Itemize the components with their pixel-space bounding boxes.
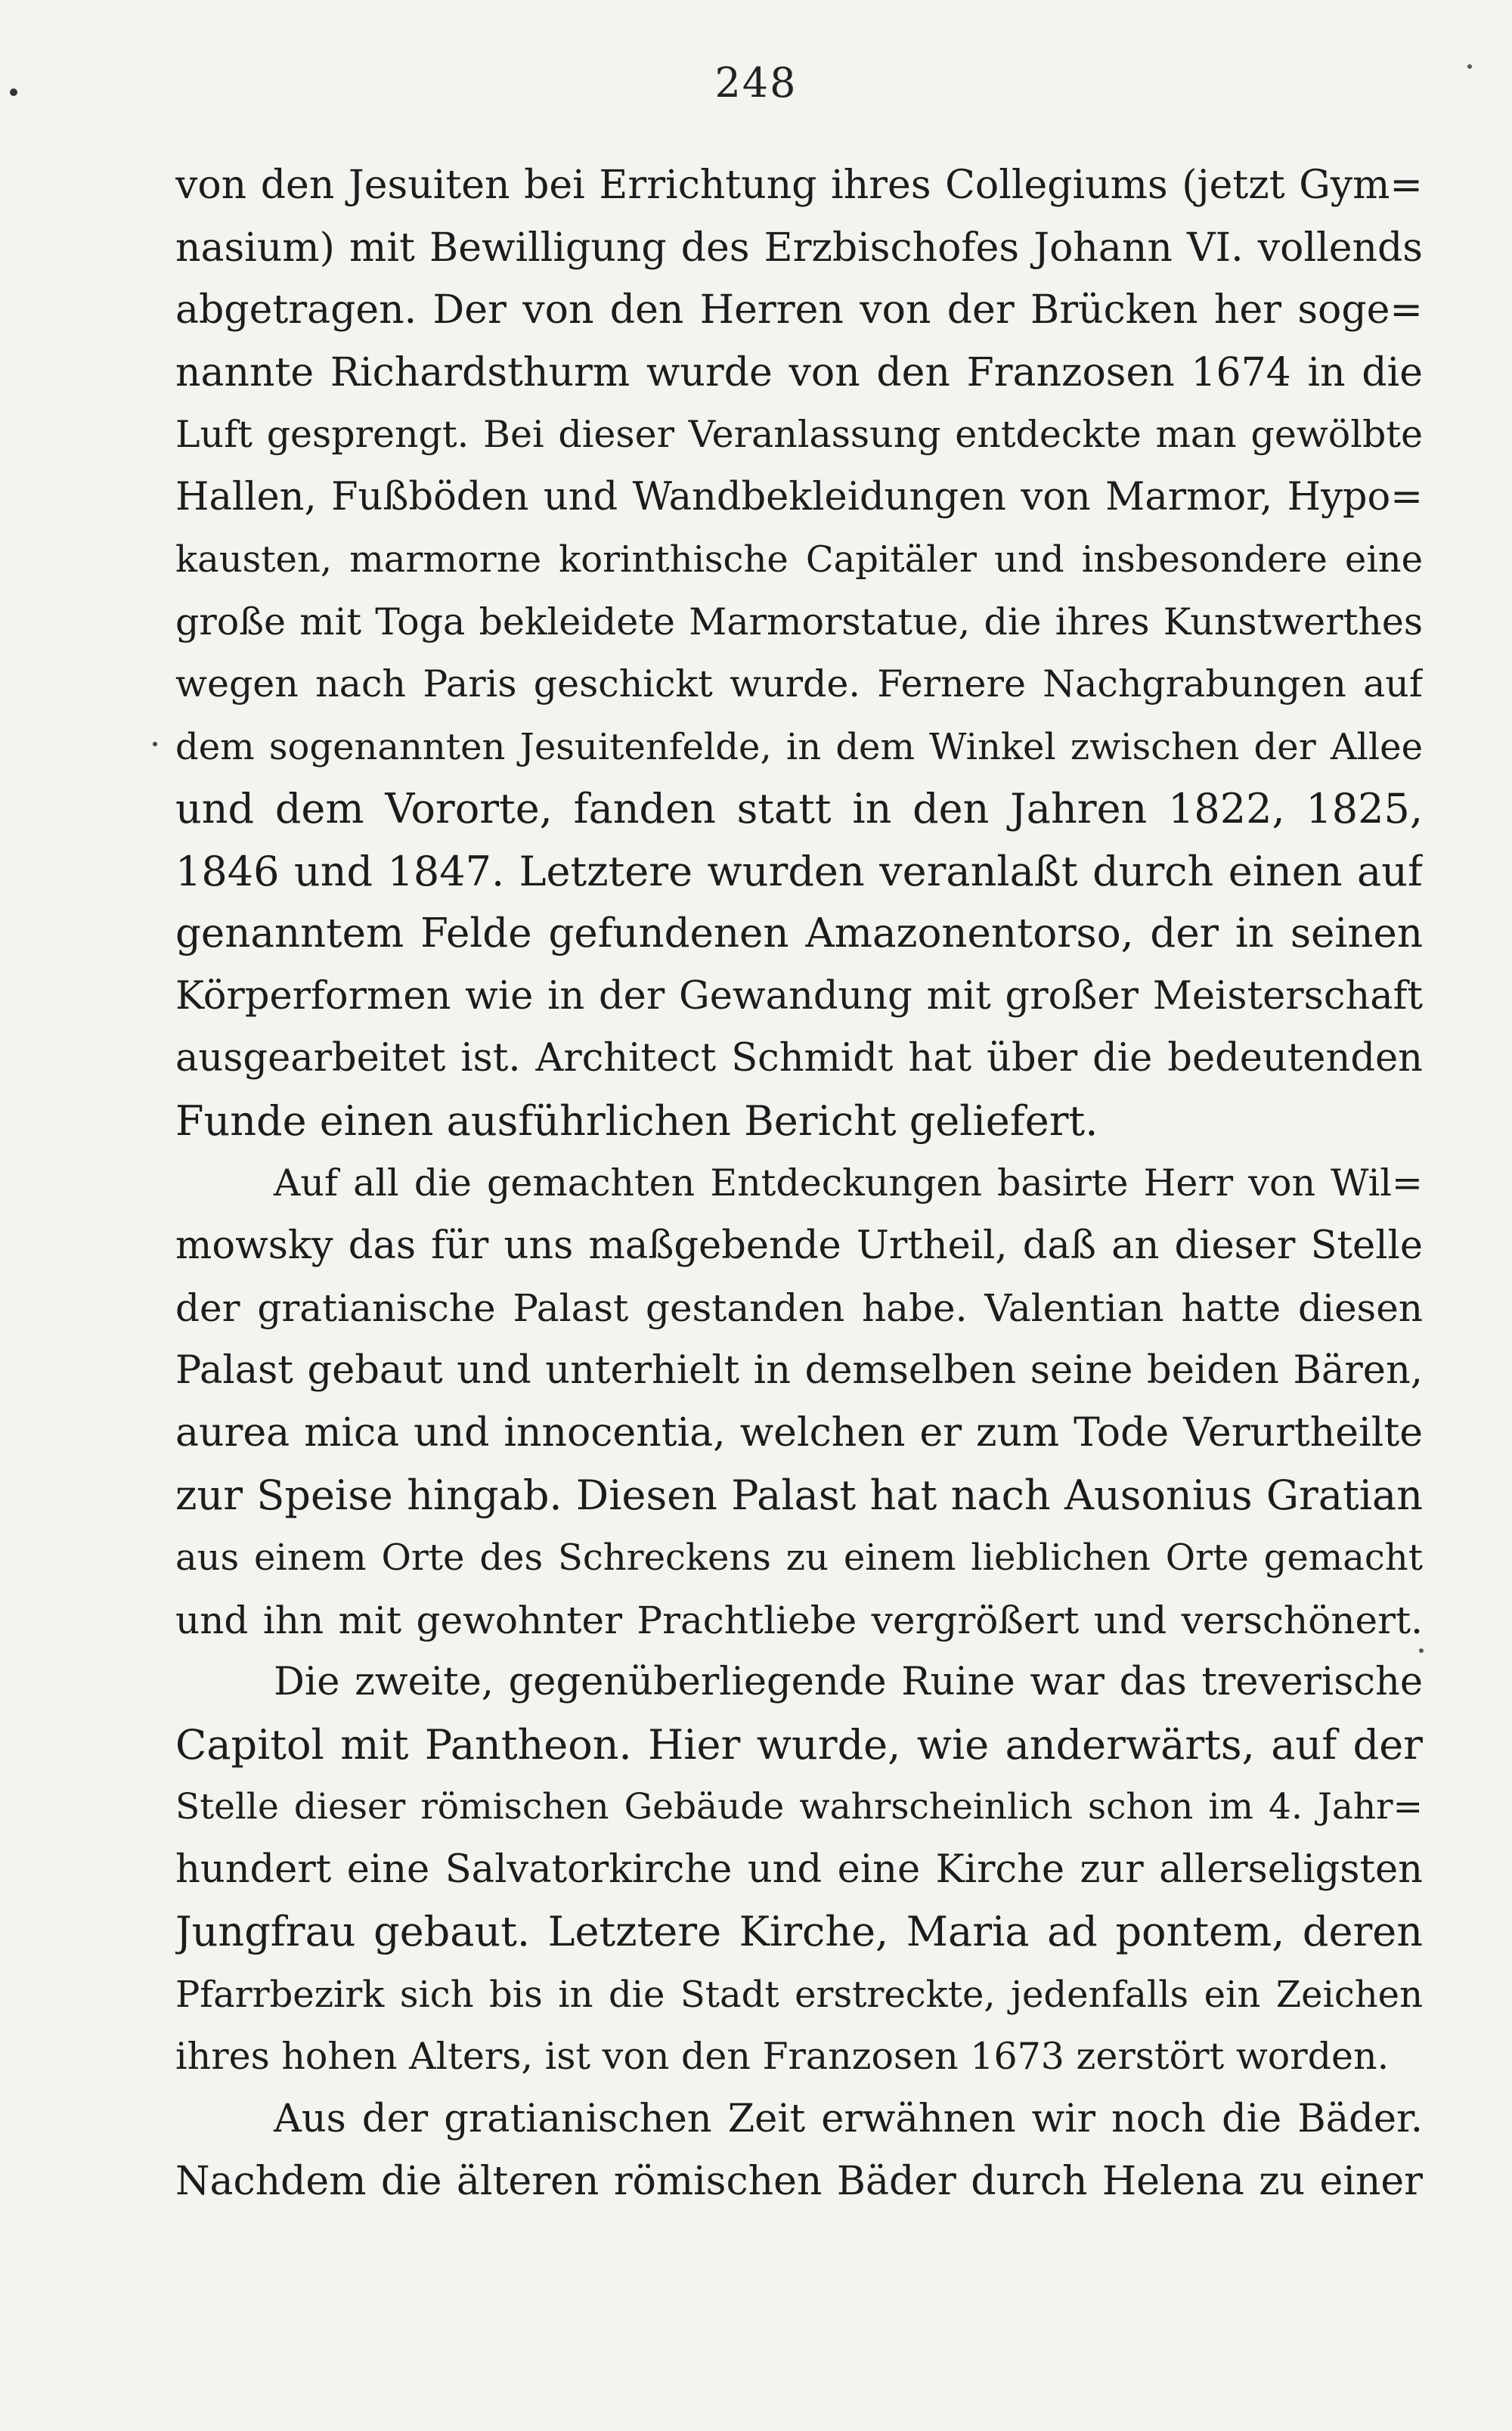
text-line: zur Speise hingab. Diesen Palast hat nach Ausonius Gratian xyxy=(175,1471,1423,1519)
text-line: Capitol mit Pantheon. Hier wurde, wie anderwärts, auf der xyxy=(175,1720,1423,1769)
text-line: abgetragen. Der von den Herren von der Brücken her soge= xyxy=(175,287,1423,333)
text-line: Jungfrau gebaut. Letztere Kirche, Maria ad pontem, deren xyxy=(175,1908,1423,1955)
text-line: Pfarrbezirk sich bis in die Stadt erstreckte, jedenfalls ein Zeichen xyxy=(175,1973,1423,2016)
text-line: kausten, marmorne korinthische Capitäler und insbesondere eine xyxy=(175,538,1423,581)
text-line: wegen nach Paris geschickt wurde. Fernere Nachgrabungen auf xyxy=(175,662,1423,705)
text-line: hundert eine Salvatorkirche und eine Kirche zur allerseligsten xyxy=(175,1847,1423,1892)
text-line: und dem Vororte, fanden statt in den Jahren 1822, 1825, xyxy=(175,785,1423,833)
text-line: nasium) mit Bewilligung des Erzbischofes Johann VI. vollends xyxy=(175,225,1423,271)
page-number: 248 xyxy=(714,59,798,107)
text-line: ausgearbeitet ist. Architect Schmidt hat über die bedeutenden xyxy=(175,1036,1423,1081)
text-line: Palast gebaut und unterhielt in demselben seine beiden Bären, xyxy=(175,1347,1423,1393)
text-line: dem sogenannten Jesuitenfelde, in dem Winkel zwischen der Allee xyxy=(175,725,1423,768)
text-line: Die zweite, gegenüberliegende Ruine war das treverische xyxy=(274,1660,1423,1704)
text-line: 1846 und 1847. Letztere wurden veranlaßt durch einen auf xyxy=(175,847,1423,895)
text-line: genanntem Felde gefundenen Amazonentorso, der in seinen xyxy=(175,910,1423,957)
text-line: aus einem Orte des Schreckens zu einem lieblichen Orte gemacht xyxy=(175,1536,1423,1579)
text-line: Auf all die gemachten Entdeckungen basirte Herr von Wil= xyxy=(274,1161,1423,1205)
text-line: Nachdem die älteren römischen Bäder durch Helena zu einer xyxy=(175,2159,1423,2204)
text-line: der gratianische Palast gestanden habe. Valentian hatte diesen xyxy=(175,1286,1423,1330)
text-line: von den Jesuiten bei Errichtung ihres Collegiums (jetzt Gym= xyxy=(175,163,1423,208)
text-line: Luft gesprengt. Bei dieser Veranlassung entdeckte man gewölbte xyxy=(175,413,1423,456)
text-line: nannte Richardsthurm wurde von den Franzosen 1674 in die xyxy=(175,349,1423,395)
text-line: ihres hohen Alters, ist von den Franzosen 1673 zerstört worden. xyxy=(175,2035,1390,2078)
text-line: und ihn mit gewohnter Prachtliebe vergrößert und verschönert. xyxy=(175,1598,1423,1642)
speck xyxy=(153,742,157,746)
text-line: große mit Toga bekleidete Marmorstatue, die ihres Kunstwerthes xyxy=(175,600,1423,643)
text-line: Aus der gratianischen Zeit erwähnen wir noch die Bäder. xyxy=(274,2096,1423,2141)
text-line: Funde einen ausführlichen Bericht geliefert. xyxy=(175,1096,1098,1145)
text-line: Stelle dieser römischen Gebäude wahrscheinlich schon im 4. Jahr= xyxy=(175,1786,1423,1828)
body-text xyxy=(175,154,1423,2213)
text-line: mowsky das für uns maßgebende Urtheil, daß an dieser Stelle xyxy=(175,1223,1423,1268)
text-line: aurea mica und innocentia, welchen er zum Tode Verurtheilte xyxy=(175,1410,1423,1456)
text-line: Hallen, Fußböden und Wandbekleidungen von Marmor, Hypo= xyxy=(175,474,1423,519)
text-line: Körperformen wie in der Gewandung mit großer Meisterschaft xyxy=(175,973,1423,1019)
